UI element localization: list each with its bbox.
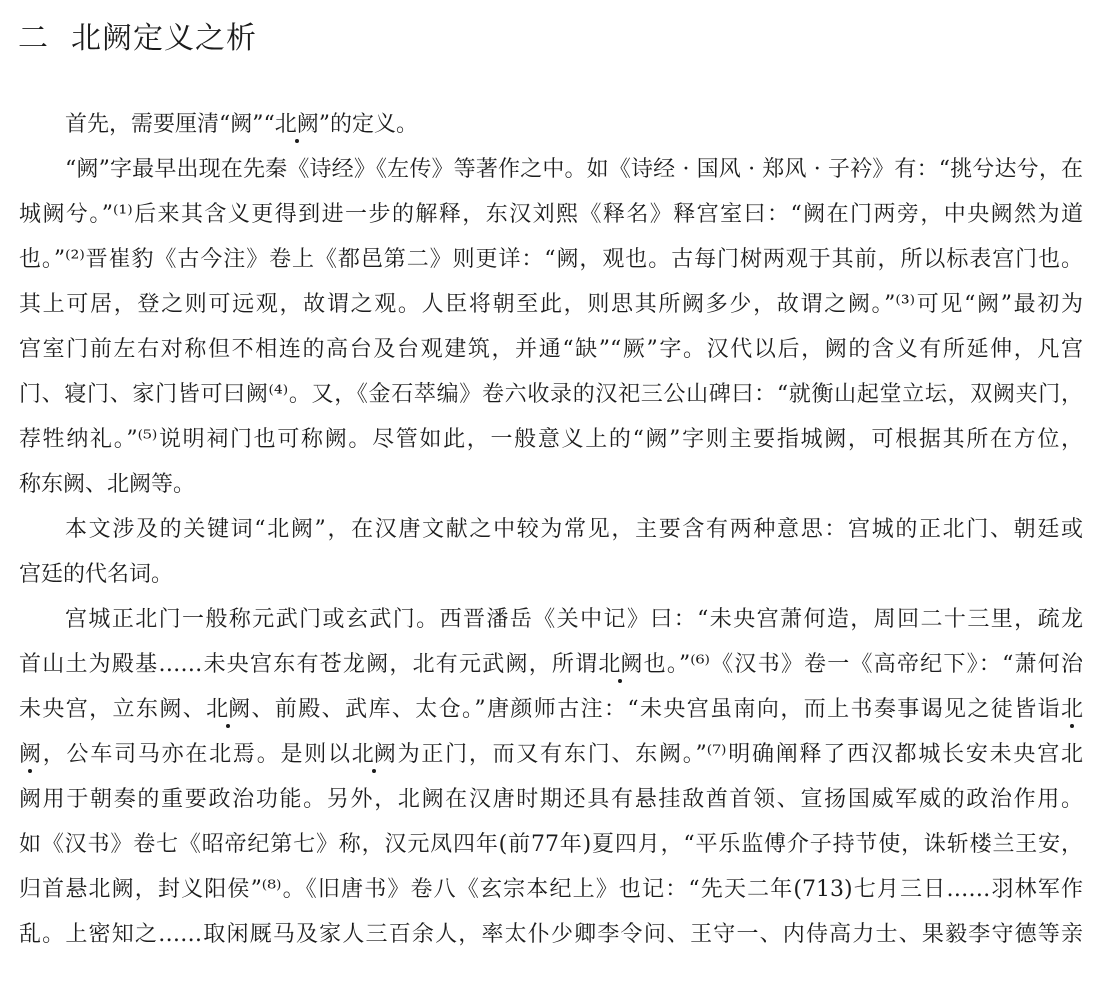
text-run: 其上可居，登之则可远观，故谓之观。人臣将朝至此，则思其所阙多少，故谓之阙。”⁽³⁾可见“阙”最初为 [19,292,1083,317]
text-run: 本文涉及的关键词“北阙”，在汉唐文献之中较为常见，主要含有两种意思：宫城的正北门、朝廷或 [65,517,1083,542]
text-line [19,875,1083,905]
text-run: 也。”⁽²⁾晋崔豹《古今注》卷上《都邑第二》则更详：“阙，观也。古每门树两观于其前，所以标表宫门也。 [19,247,1083,272]
text-run: ，公车司马亦在北焉。是则以 [41,742,352,767]
text-run: 城阙兮。”⁽¹⁾后来其含义更得到进一步的解释，东汉刘熙《释名》释宫室曰：“阙在门两旁，中央阙然为道 [19,202,1083,227]
text-line [19,335,1083,365]
text-line [19,425,1083,455]
text-line [19,560,1083,590]
section-heading [18,18,257,60]
text-line [65,110,1083,140]
text-run: ”的定义。 [318,112,419,137]
text-line [19,200,1083,230]
text-line [19,380,1083,410]
text-run: 未央宫，立东阙、 [19,697,207,722]
section-number: 二 [18,21,49,56]
emphasis-dotted-text: 北阙 [598,650,642,680]
text-run: 也。”⁽⁶⁾《汉书》卷一《高帝纪下》：“萧何治 [642,652,1083,677]
text-line [19,470,1083,500]
text-line [65,515,1083,545]
text-line [19,650,1083,680]
text-run: 称东阙、北阙等。 [19,472,196,497]
text-line [65,155,1083,185]
emphasis-dotted-text: 北阙 [275,110,319,140]
text-line [65,605,1083,635]
text-run: 阙用于朝奏的重要政治功能。另外，北阙在汉唐时期还具有悬挂敌酋首领、宣扬国威军威的政治作用。 [19,787,1083,812]
text-line [19,695,1083,725]
text-line [19,245,1083,275]
text-run: 门、寝门、家门皆可曰阙⁽⁴⁾。又，《金石萃编》卷六收录的汉祀三公山碑曰：“就衡山起堂立坛，双阙夹门， [19,382,1083,407]
text-run: 宫室门前左右对称但不相连的高台及台观建筑，并通“缺”“厥”字。汉代以后，阙的含义有所延伸，凡宫 [19,337,1083,362]
text-run: “阙”字最早出现在先秦《诗经》《左传》等著作之中。如《诗经 · 国风 · 郑风 · 子衿》有：“挑兮达兮，在 [65,157,1083,182]
text-line [19,290,1083,320]
text-line [19,830,1083,860]
text-line [19,920,1083,950]
text-run: 为正门，而又有东门、东阙。”⁽⁷⁾明确阐释了西汉都城长安未央宫北 [395,742,1083,767]
text-run: 荐牲纳礼。”⁽⁵⁾说明祠门也可称阙。尽管如此，一般意义上的“阙”字则主要指城阙，可根据其所在方位， [19,427,1083,452]
text-run: 如《汉书》卷七《昭帝纪第七》称，汉元凤四年(前77年)夏四月，“平乐监傅介子持节使，诛斩楼兰王安， [19,832,1083,857]
text-line [19,740,1083,770]
text-run: 首先，需要厘清“阙”“ [65,112,275,137]
text-run: 、前殿、武库、太仓。”唐颜师古注：“未央宫虽南向，而上书奏事谒见之徒皆诣 [250,697,1061,722]
text-line [19,785,1083,815]
text-run: 首山土为殿基……未央宫东有苍龙阙，北有元武阙，所谓 [19,652,599,677]
text-run: 乱。上密知之……取闲厩马及家人三百余人，率太仆少卿李令问、王守一、内侍高力士、果毅李守德等亲 [19,922,1083,947]
emphasis-dotted-text: 北阙 [206,695,250,725]
text-run: 宫城正北门一般称元武门或玄武门。西晋潘岳《关中记》曰：“未央宫萧何造，周回二十三里，疏龙 [65,607,1083,632]
text-run: 归首悬北阙，封义阳侯”⁽⁸⁾。《旧唐书》卷八《玄宗本纪上》也记：“先天二年(713)七月三日……羽林军作 [19,877,1083,902]
text-run: 宫廷的代名词。 [19,562,174,587]
emphasis-dotted-text: 北 [1061,695,1083,725]
emphasis-dotted-text: 阙 [19,740,41,770]
section-title: 北阙定义之析 [71,21,257,56]
emphasis-dotted-text: 北阙 [352,740,396,770]
